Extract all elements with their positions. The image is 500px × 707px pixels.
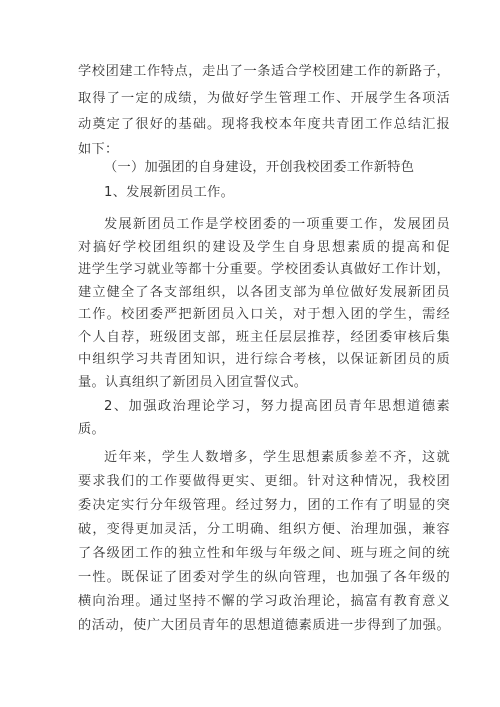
text-line: 委决定实行分年级管理。经过努力，团的工作有了明显的突 (78, 498, 450, 513)
text-line: 建立健全了各支部组织，以各团支部为单位做好发展新团员 (78, 285, 450, 300)
text-line: 的活动，使广大团员青年的思想道德素质进一步得到了加强。 (78, 618, 450, 633)
text-line: 近年来，学生人数增多，学生思想素质参差不齐，这就 (104, 450, 450, 465)
text-line: 一性。既保证了团委对学生的纵向管理，也加强了各年级的 (78, 570, 450, 585)
text-line: 取得了一定的成绩，为做好学生管理工作、开展学生各项活 (78, 91, 450, 106)
text-line: 工作。校团委严把新团员入口关，对于想入团的学生，需经 (78, 307, 450, 322)
text-line: 学校团建工作特点，走出了一条适合学校团建工作的新路子， (78, 64, 450, 79)
subsection-heading: 质。 (78, 422, 105, 437)
text-line: 量。认真组织了新团员入团宣誓仪式。 (78, 375, 308, 390)
text-line: 中组织学习共青团知识，进行综合考核，以保证新团员的质 (78, 352, 450, 367)
subsection-heading: 1、发展新团员工作。 (104, 185, 235, 200)
text-line: 对搞好学校团组织的建设及学生自身思想素质的提高和促 (78, 240, 450, 255)
text-line: 个人自荐，班级团支部，班主任层层推荐，经团委审核后集 (78, 330, 450, 345)
section-heading: （一）加强团的自身建设，开创我校团委工作新特色 (104, 160, 415, 175)
text-line: 破，变得更加灵活，分工明确、组织方便、治理加强，兼容 (78, 522, 450, 537)
subsection-heading: 2、加强政治理论学习，努力提高团员青年思想道德素 (104, 399, 450, 414)
text-line: 动奠定了很好的基础。现将我校本年度共青团工作总结汇报 (78, 117, 450, 132)
text-line: 如下： (78, 142, 119, 157)
text-line: 横向治理。通过坚持不懈的学习政治理论，搞富有教育意义 (78, 594, 450, 609)
text-line: 进学生学习就业等都十分重要。学校团委认真做好工作计划， (78, 262, 450, 277)
text-line: 了各级团工作的独立性和年级与年级之间、班与班之间的统 (78, 546, 450, 561)
text-line: 要求我们的工作要做得更实、更细。针对这种情况，我校团 (78, 474, 450, 489)
text-line: 发展新团员工作是学校团委的一项重要工作，发展团员 (104, 217, 450, 232)
